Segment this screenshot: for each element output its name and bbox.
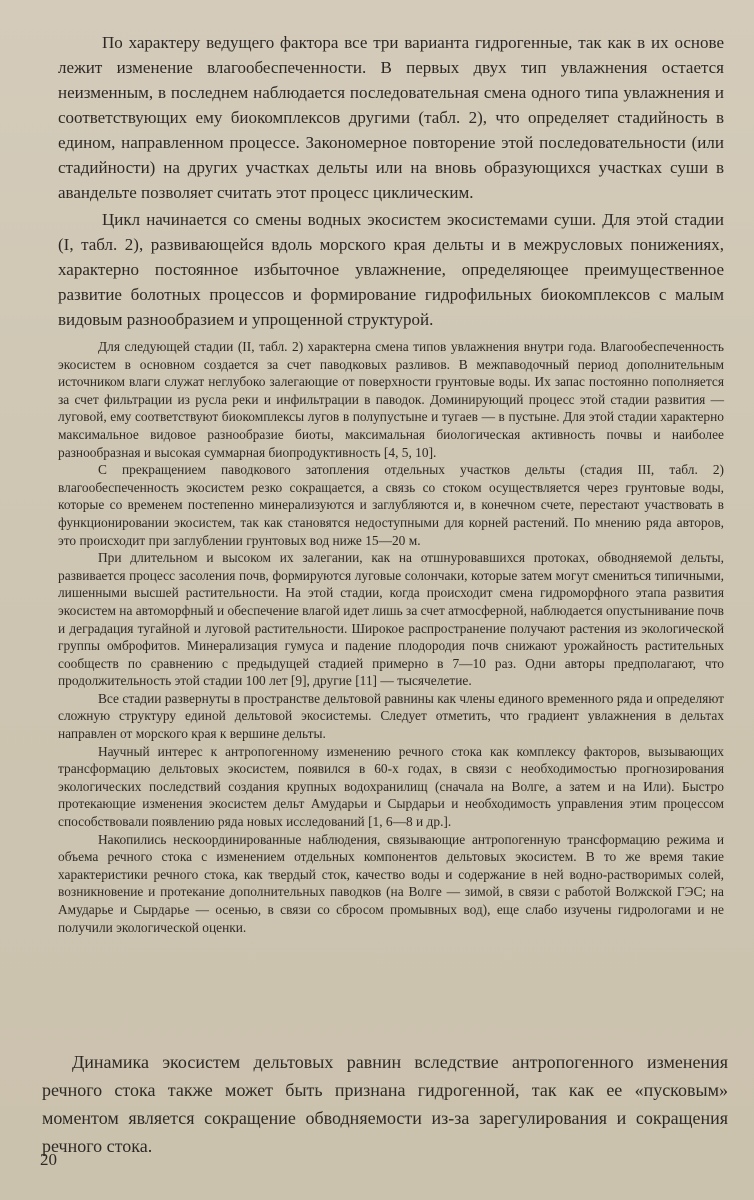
paragraph: При длительном и высоком их залегании, как на отшнуровавшихся протоках, обводняемой дельты, развивается процесс засоления почв, формируются луговые солончаки, которые затем могут смениться типичными, лишенными высшей растительности. На этой стадии, когда происходит смена гидроморфного этапа развития экосистем на автоморфный и обеспечение влагой идет лишь за счет атмосферной, наблюдается опустынивание почв и деградация тугайной и луговой растительности. Широкое распространение получают растения из экологической группы омброфитов. Минерализация гумуса и падение плодородия почв снижают урожайность растительных сообществ по сравнению с предыдущей стадией примерно в 7—10 раз. Одни авторы предполагают, что продолжительность этой стадии 100 лет [9], другие [11] — тысячелетие. bbox=[58, 550, 724, 689]
closing-paragraph: Динамика экосистем дельтовых равнин вследствие антропогенного изменения речного стока также может быть признана гидрогенной, так как ее «пусковым» моментом является сокращение обводняемости из-за зарегулирования и сокращения речного стока. bbox=[42, 1052, 728, 1156]
page-number: 20 bbox=[40, 1150, 57, 1169]
paragraph: Научный интерес к антропогенному изменению речного стока как комплексу факторов, вызывающих трансформацию дельтовых экосистем, появился в 60-х годах, в связи с необходимостью прогнозирования экологических последствий создания крупных водохранилищ (сначала на Волге, а затем и на Или). Быстро протекающие изменения экосистем дельт Амударьи и Сырдарьи и необходимость управления этим процессом способствовали появлению ряда новых исследований [1, 6—8 и др.]. bbox=[58, 743, 724, 830]
paragraph: Для следующей стадии (II, табл. 2) характерна смена типов увлажнения внутри года. Влагообеспеченность экосистем в основном создается за счет паводковых разливов. В межпаводочный период дополнительным источником влаги служат неглубоко залегающие от поверхности грунтовые воды. Их запас постоянно пополняется за счет фильтрации из русла реки и инфильтрации в паводок. Доминирующий процесс этой стадии развития — луговой, ему соответствуют биокомплексы лугов в полупустыне и тугаев — в пустыне. Для этой стадии характерно максимальное видовое разнообразие биоты, максимальная биологическая активность почвы и наиболее разнообразная и высокая суммарная биопродуктивность [4, 5, 10]. bbox=[58, 339, 724, 460]
closing-section bbox=[42, 1048, 728, 1160]
intro-section bbox=[58, 30, 724, 334]
paragraph: Накопились нескоординированные наблюдения, связывающие антропогенную трансформацию режима и объема речного стока с изменением отдельных компонентов дельтовых экосистем. В то же время такие характеристики речного стока, как твердый сток, качество воды и содержание в ней водно-растворимых солей, возникновение и протекание дополнительных паводков (на Волге — зимой, в связи с работой Волжской ГЭС; на Амударье и Сырдарье — осенью, в связи со сбросом промывных вод), еще слабо изучены гидрологами и не получили экологической оценки. bbox=[58, 831, 724, 935]
paragraph: С прекращением паводкового затопления отдельных участков дельты (стадия III, табл. 2) влагообеспеченность экосистем резко сокращается, а связь со стоком осуществляется через грунтовые воды, которые со временем постепенно минерализуются и заглубляются и, в конечном счете, перестают участвовать в функционировании экосистем, так как становятся недоступными для корней растений. По мнению ряда авторов, это происходит при заглублении грунтовых вод ниже 15—20 м. bbox=[58, 462, 724, 548]
paragraph: Все стадии развернуты в пространстве дельтовой равнины как члены единого временного ряда и определяют сложную структуру единой дельтовой экосистемы. Следует отметить, что градиент увлажнения в дельтах направлен от морского края к вершине дельты. bbox=[58, 690, 724, 742]
paragraph: По характеру ведущего фактора все три варианта гидрогенные, так как в их основе лежит изменение влагообеспеченности. В первых двух тип увлажнения остается неизменным, в последнем наблюдается последовательная смена одного типа увлажнения и соответствующих ему биокомплексов другими (табл. 2), что определяет стадийность в едином, направленном процессе. Закономерное повторение этой последовательности (или стадийности) на других участках дельты или на вновь образующихся участках суши в авандельте позволяет считать этот процесс циклическим. bbox=[58, 33, 724, 202]
small-print-section bbox=[58, 338, 724, 936]
paragraph: Цикл начинается со смены водных экосистем экосистемами суши. Для этой стадии (I, табл. 2), развивающейся вдоль морского края дельты и в межрусловых понижениях, характерно постоянное избыточное увлажнение, определяющее преимущественное развитие болотных процессов и формирование гидрофильных биокомплексов с малым видовым разнообразием и упрощенной структурой. bbox=[58, 210, 724, 329]
